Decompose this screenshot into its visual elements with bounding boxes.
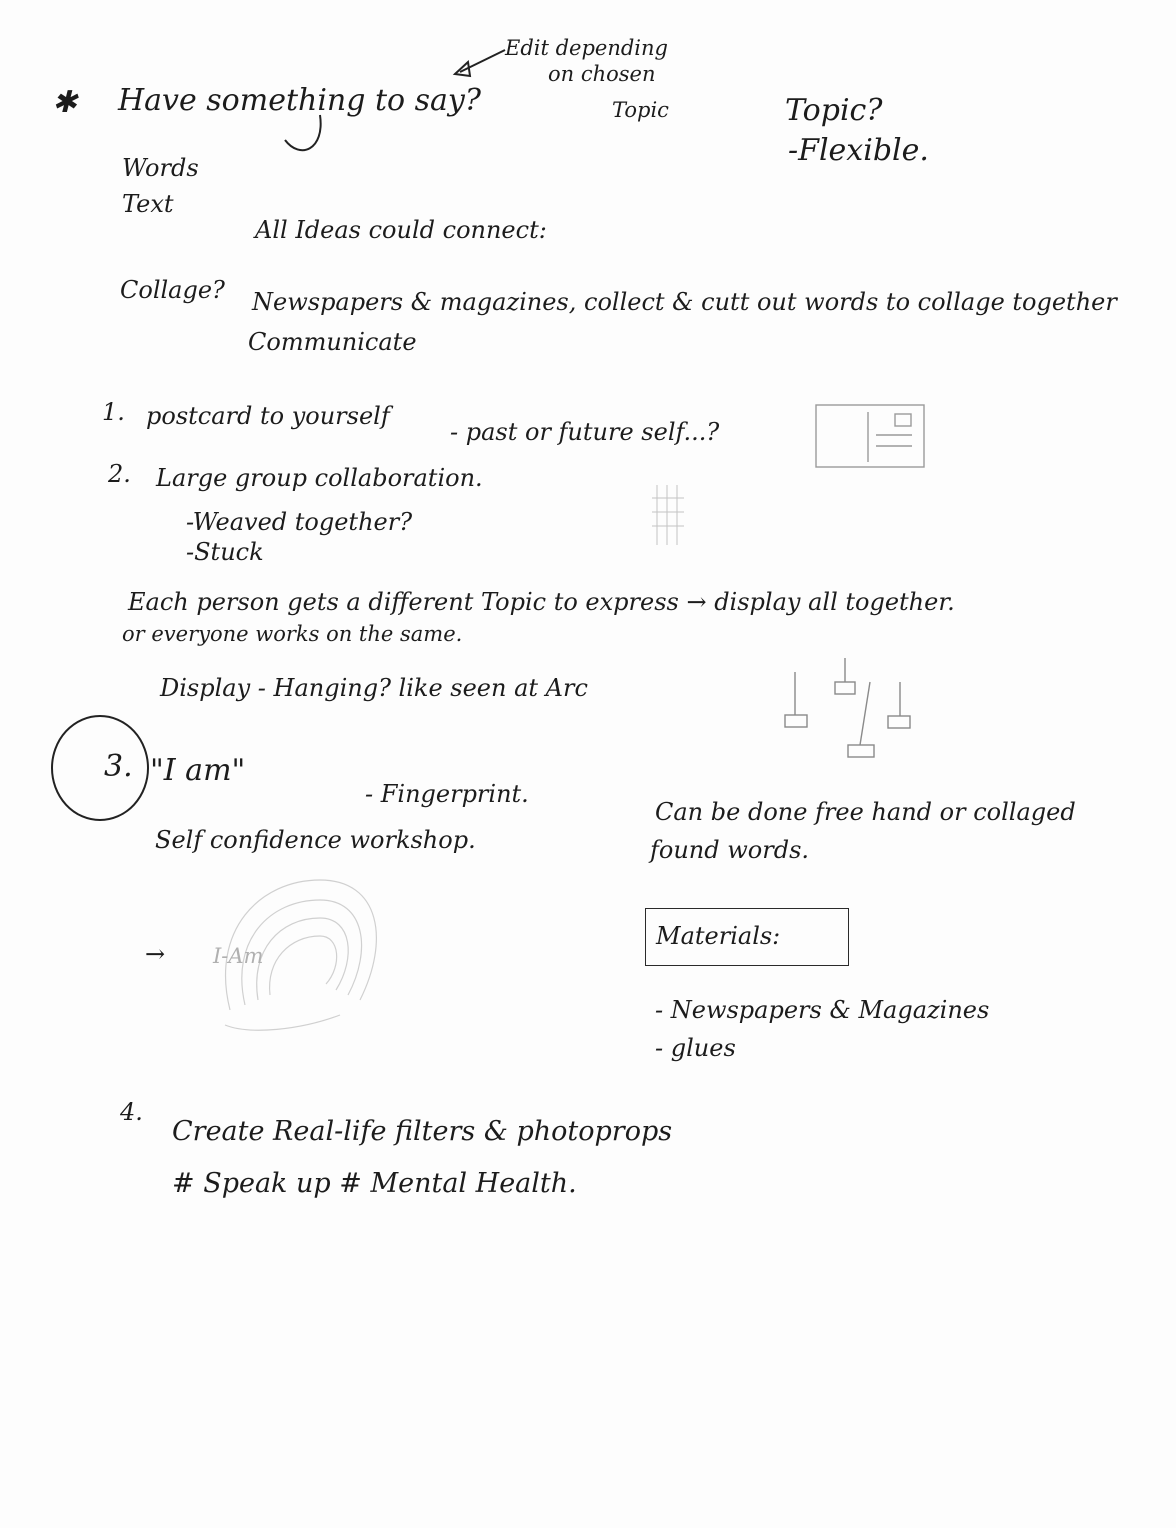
collage-label: Collage? [120,276,225,304]
hanging-display-sketch [785,658,910,757]
postcard-sketch [816,405,924,467]
item1-text: postcard to yourself [146,402,390,430]
item3-text: "I am" [150,753,246,788]
circle-around-3 [52,716,148,820]
collage-line1: Newspapers & magazines, collect & cutt out words to collage together [252,288,1117,316]
star-mark: ✱ [52,85,78,120]
collage-line2: Communicate [248,328,417,356]
edit-note-line3: Topic [612,98,669,122]
words-label: Words [122,154,199,182]
item3-number: 3. [104,749,133,784]
item4-text: Create Real-life filters & photoprops [172,1116,673,1147]
each-person-line2: or everyone works on the same. [122,622,463,646]
fingerprint-label: I-Am [213,944,264,968]
item1-number: 1. [102,398,125,426]
item3-freehand-line1: Can be done free hand or collaged [655,798,1076,826]
all-ideas-text: All Ideas could connect: [255,216,547,244]
item2-sub1: -Weaved together? [186,508,413,536]
text-label: Text [122,190,174,218]
display-text: Display - Hanging? like seen at Arc [160,674,588,702]
materials-title: Materials: [656,922,781,950]
weave-grid-sketch [652,485,684,545]
item2-text: Large group collaboration. [156,464,483,492]
topic-question: Topic? [785,93,883,128]
materials-item2: - glues [655,1034,736,1062]
item2-sub2: -Stuck [186,538,264,566]
item3-fingerprint: - Fingerprint. [365,780,529,808]
item1-note: - past or future self...? [450,418,720,446]
item2-number: 2. [108,460,131,488]
item4-number: 4. [120,1098,143,1126]
each-person-line1: Each person gets a different Topic to express → display all together. [128,588,955,616]
fingerprint-arrow: → [145,940,166,968]
item4-tags: # Speak up # Mental Health. [172,1168,577,1199]
page-title: Have something to say? [118,83,481,118]
edit-note-line2: on chosen [548,62,656,86]
topic-flexible: -Flexible. [788,133,929,168]
title-underline-curl [285,115,321,150]
item3-freehand-line2: found words. [650,836,810,864]
edit-arrow [460,50,505,72]
materials-item1: - Newspapers & Magazines [655,996,990,1024]
item3-subtitle: Self confidence workshop. [155,826,476,854]
edit-note-line1: Edit depending [505,36,668,60]
